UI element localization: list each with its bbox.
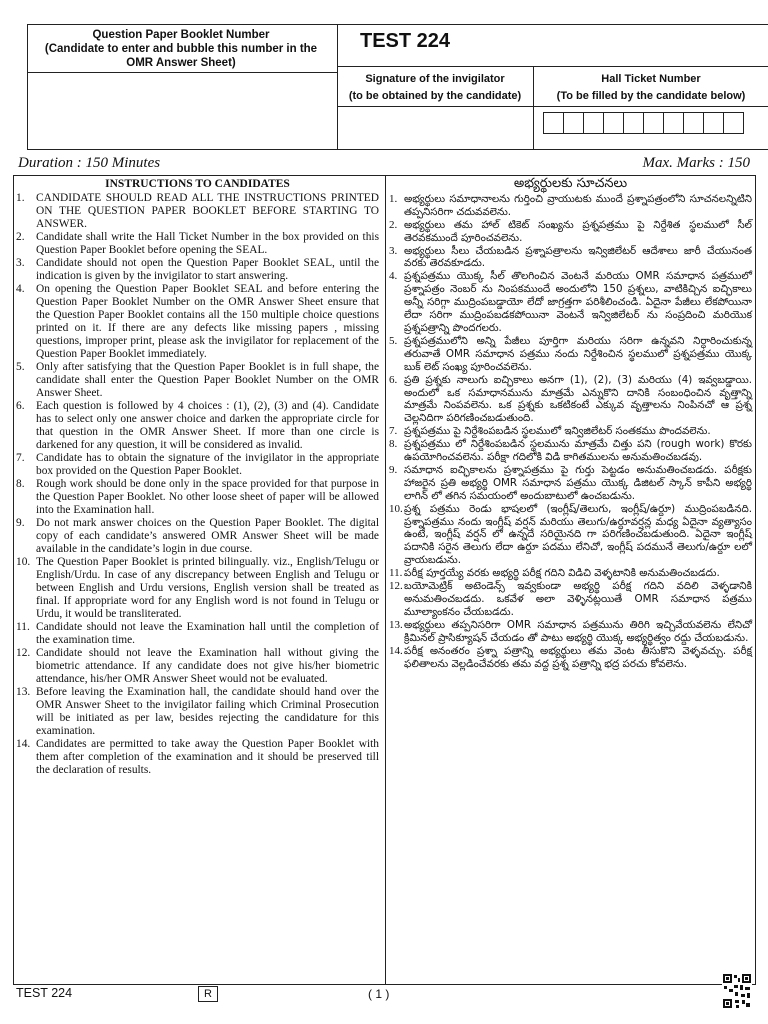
instruction-number: 9. [389,463,398,476]
instruction-number: 3. [389,244,398,257]
instruction-item [389,245,752,271]
instruction-item [16,621,379,647]
instruction-item [16,452,379,478]
instruction-text: పరీక్ష పూర్తయ్యే వరకు అభ్యర్థి పరీక్ష గదిని విడిచి వెళ్ళటానికి అనుమతించబడదు. [404,567,720,580]
instruction-number: 14. [389,644,403,657]
instruction-text: అభ్యర్థులు సీలు చేయబడిన ప్రశ్నాపత్రాలను ఇన్విజిలేటర్ ఆదేశాలు జారీ చేయునంత వరకు తెరవకూడదు. [404,244,752,270]
instruction-item [16,556,379,621]
instruction-number: 7. [16,452,25,464]
ticket-digit-box[interactable] [663,112,684,134]
instruction-text: Do not mark answer choices on the Question Paper Booklet. The digital copy of each candidate’s answered OMR Answer Sheet will be made available in the candidate’s login in due course. [36,517,379,555]
instruction-number: 8. [16,478,25,490]
instruction-text: Candidates are permitted to take away the Question Paper Booklet with them after completion of the examination and it should be preserved till the declaration of results. [36,738,379,776]
instruction-item [389,425,752,438]
instruction-item [389,567,752,580]
instruction-text: Candidate should not leave the Examination hall without giving the biometric attendance. If any candidate does not give his/her biometric attendance, his/her OMR Answer Sheet would not be evaluated. [36,647,379,685]
instruction-number: 7. [389,425,398,438]
hall-ticket-label: Hall Ticket Number (To be filled by the candidate below) [556,73,746,102]
footer-r-mark: R [198,986,218,1002]
ticket-digit-box[interactable] [703,112,724,134]
instruction-item [16,686,379,738]
instruction-text: Candidate should not open the Question Paper Booklet SEAL, until the indication is given by the invigilator to start answering. [36,257,379,282]
instruction-number: 14. [16,738,31,750]
instruction-number: 6. [16,400,25,412]
instruction-text: Rough work should be done only in the space provided for that purpose in the Question Paper Booklet. No other loose sheet of paper will be allowed into the Examination hall. [36,478,379,516]
instruction-item [389,464,752,503]
ticket-digit-box[interactable] [603,112,624,134]
instruction-text: పరీక్ష అనంతరం ప్రశ్నా పత్రాన్ని అభ్యర్థులు తమ వెంట తీసుకొని వెళ్ళవచ్చు. పరీక్ష ఫలితాలను వెల్లడించేవరకు తమ వద్ద ప్రశ్న పత్రాన్ని భద్ర పరచు కోవలెను. [404,644,752,670]
instruction-number: 1. [389,192,398,205]
qpb-number-label: Question Paper Booklet Number (Candidate to enter and bubble this number in the OMR Answer Sheet) [44,29,318,69]
instruction-text: ప్రశ్నపత్రము యొక్క సీల్ తొలగించిన వెంటనే మరియు OMR సమాధాన పత్రములో ప్రశ్నాపత్రం నెంబర్ ను నింపకముందే అందులోని 150 ప్రశ్నలు, వాటికిచ్చిన ఐచ్ఛికాలు అన్నీ సరిగ్గా ముద్రింపబడ్డాయో లేదో జాగ్రత్తగా పరిశీలించండి. ఏదైనా పేజీలు లేకపోయినా లేదా సరిగా ముద్రింపబడకపోయినా వెంటనే ఇన్విజిలేటర్ ను సంప్రదించి మరియొక ప్రశ్నపత్రాన్ని పొందగలరు. [404,270,752,334]
instruction-item [16,361,379,400]
instruction-text: Only after satisfying that the Question Paper Booklet is in full shape, the candidate shall enter the Question Paper Booklet Number on the OMR Answer Sheet. [36,361,379,399]
instruction-text: The Question Paper Booklet is printed bilingually. viz., English/Telugu or English/Urdu. In case of any discrepancy between English and Telugu or between English and Urdu versions, English version shall be treated as final. If appropriate word for any English word is not found in Telugu or Urdu, it would be transliterated. [36,556,379,620]
instruction-item [16,738,379,777]
instruction-text: ప్రశ్నపత్రము పై నిర్దేశింపబడిన స్థలములో ఇన్విజిలేటర్ సంతకము పొందవలెను. [404,425,711,438]
instruction-item [389,374,752,426]
instruction-item [16,283,379,361]
instruction-number: 10. [16,556,31,568]
qr-code-icon [722,972,752,1010]
instruction-text: బయోమెట్రిక్ అటెండెన్స్ ఇవ్వకుండా అభ్యర్థి పరీక్ష గదిని వదిలి వెళ్ళడానికి అనుమతించబడదు. ఒకవేళ అలా వెళ్ళినట్లయితే OMR సమాధాన పత్రము మూల్యాంకనం చేయబడదు. [404,580,752,618]
duration: Duration : 150 Minutes [18,155,161,171]
instruction-number: 6. [389,373,398,386]
footer-test-code: TEST 224 [16,986,73,1000]
instruction-number: 5. [16,361,25,373]
instruction-item [389,580,752,619]
instruction-number: 4. [389,270,398,283]
instruction-text: Each question is followed by 4 choices : (1), (2), (3) and (4). Candidate has to select only one answer choice and darken the appropriate circle for that question in the OMR Answer Sheet. If more than one circle is darkened for any question, it will be considered as invalid. [36,400,379,451]
ticket-digit-box[interactable] [563,112,584,134]
ticket-digit-box[interactable] [583,112,604,134]
instruction-number: 13. [16,686,31,698]
english-instructions [16,178,379,777]
header-divider [27,72,337,73]
instruction-number: 13. [389,618,403,631]
instruction-item [16,647,379,686]
max-marks: Max. Marks : 150 [642,155,750,171]
instruction-number: 12. [16,647,31,659]
instruction-item [389,193,752,219]
instruction-text: అభ్యర్థులు తమ హాల్ టికెట్ సంఖ్యను ప్రశ్నపత్రము పై నిర్దేశిత స్థలములో సీల్ తెరవకముందే పూరించవలెను. [404,218,752,244]
instruction-number: 8. [389,438,398,451]
instruction-number: 2. [389,218,398,231]
instruction-number: 1. [16,192,25,204]
instruction-item [389,335,752,374]
instruction-number: 5. [389,334,398,347]
instruction-number: 3. [16,257,25,269]
instruction-text: Before leaving the Examination hall, the candidate should hand over the OMR Answer Sheet to the invigilator failing which Criminal Prosecution will be initiated as per law, besides rejecting the candidature for this examination. [36,686,379,737]
instruction-item [389,503,752,568]
instruction-item [16,478,379,517]
instruction-number: 4. [16,283,25,295]
instruction-item [16,400,379,452]
instruction-text: అభ్యర్థులు తప్పనిసరిగా OMR సమాధాన పత్రమును తిరిగి ఇచ్చివేయవలెను లేనిచో క్రిమినల్ ప్రాసిక్యూషన్ చేయడం తో పాటు అభ్యర్థి యొక్క అభ్యర్థిత్వం రద్దు చేయబడును. [404,618,752,644]
page-number: ( 1 ) [368,987,390,1001]
invigilator-signature-label: Signature of the invigilator (to be obtained by the candidate) [348,73,522,102]
instruction-item [16,517,379,556]
instruction-item [389,619,752,645]
ticket-digit-box[interactable] [543,112,564,134]
english-heading: INSTRUCTIONS TO CANDIDATES [105,178,290,190]
instruction-text: ప్రశ్నపత్రము లో నిర్దేశింపబడిన స్థలమును మాత్రమే చిత్తు పని (rough work) కొరకు ఉపయోగించవలెను. పరీక్షా గదిలోకి విడి కాగితములను అనుమతించబడవు. [404,438,752,464]
header-divider [533,66,534,150]
instruction-text: CANDIDATE SHOULD READ ALL THE INSTRUCTIONS PRINTED ON THE QUESTION PAPER BOOKLET BEFORE STARTING TO ANSWER. [36,192,379,230]
instruction-text: ప్రశ్న పత్రము రెండు భాషలలో (ఇంగ్లీష్/తెలుగు, ఇంగ్లీష్/ఉర్దూ) ముద్రింపబడినది. ప్రశ్నాపత్రము నందు ఇంగ్లీష్ వర్షన్ మరియు తెలుగు/ఉర్దూవర్షన్ల మధ్య ఏదైనా వ్యత్యాసం ఉంటే, ఇంగ్లీష్ వర్షన్ లో ఉన్నదే సరియైనది గా పరిగణించబడుతుంది. ఏదైనా ఇంగ్లీష్ పదానికి సరైన తెలుగు లేదా ఉర్దూ పదము లేనిచో, ఇంగ్లీష్ పదమునే తెలుగు/ఉర్దూ లలో వ్రాయబడును. [404,502,752,567]
test-title: TEST 224 [360,30,451,52]
instruction-number: 2. [16,231,25,243]
header-divider [337,106,768,107]
instruction-text: Candidate shall write the Hall Ticket Number in the box provided on this Question Paper Booklet before opening the SEAL. [36,231,379,256]
instruction-text: సమాధాన ఐచ్ఛికాలను ప్రశ్నాపత్రము పై గుర్తు పెట్టడం అనుమతించబడదు. పరీక్షకు హాజరైన ప్రతి అభ్యర్థి OMR సమాధాన పత్రము యొక్క డిజిటల్ స్కాన్ కాపీని అభ్యర్థి లాగిన్ లో తగిన సమయంలో అందుబాటులో ఉంచబడును. [404,463,752,502]
instruction-text: Candidate should not leave the Examination hall until the completion of the examination time. [36,621,379,646]
instruction-text: అభ్యర్థులు సమాధానాలను గుర్తించి వ్రాయుటకు ముందే ప్రశ్నాపత్రంలోని సూచనలన్నిటిని తప్పనిసరిగా చదువవలెను. [404,192,752,218]
telugu-heading: అభ్యర్థులకు సూచనలు [513,176,628,191]
instruction-item [389,438,752,464]
header-divider [337,66,768,67]
instruction-number: 9. [16,517,25,529]
ticket-digit-box[interactable] [683,112,704,134]
instruction-number: 11. [16,621,30,633]
instruction-text: Candidate has to obtain the signature of the invigilator in the appropriate box provided on the Question Paper Booklet. [36,452,379,477]
instruction-item [389,645,752,671]
ticket-digit-box[interactable] [623,112,644,134]
instruction-text: ప్రశ్నపత్రములోని అన్ని పేజీలు పూర్తిగా మరియు సరిగా ఉన్నవని నిర్ధారించుకున్న తరువాతే OMR సమాధాన పత్రము నందు నిర్దేశించిన స్థలములో ప్రశ్నపత్రము యొక్క బుక్ లెట్ సంఖ్య పూరించవలెను. [404,334,752,373]
telugu-instructions [389,178,752,670]
instruction-number: 11. [389,567,403,580]
ticket-digit-box[interactable] [643,112,664,134]
instruction-item [16,257,379,283]
instruction-item [16,192,379,231]
instruction-item [389,270,752,335]
instruction-text: On opening the Question Paper Booklet SEAL and before entering the Question Paper Booklet Number on the OMR Answer Sheet ensure that the Question Paper Booklet contains all the 150 multiple choice questions printed on it. If there are any defects like missing papers , missing questions, improper print, please ask the invigilator for replacement of the Question Paper Booklet immediately. [36,283,379,360]
instruction-item [16,231,379,257]
hall-ticket-boxes[interactable] [543,112,743,134]
instruction-number: 12. [389,580,403,593]
column-divider [385,175,386,985]
instruction-item [389,219,752,245]
ticket-digit-box[interactable] [723,112,744,134]
instruction-text: ప్రతి ప్రశ్నకు నాలుగు ఐచ్ఛికాలు అనగా (1), (2), (3) మరియు (4) ఇవ్వబడ్డాయి. అందులో ఒక సమాధానమును మాత్రమే ఎన్నుకొని దానికి సంబంధించిన వృత్తాన్ని మాత్రమే నింపవలెను. ఒక ప్రశ్నకు ఒకటికంటే ఎక్కువ వృత్తాలను నింపినచో ఆ ప్రశ్న చెల్లనిదిగా పరిగణించబడుతుంది. [404,373,752,425]
instruction-number: 10. [389,502,403,515]
